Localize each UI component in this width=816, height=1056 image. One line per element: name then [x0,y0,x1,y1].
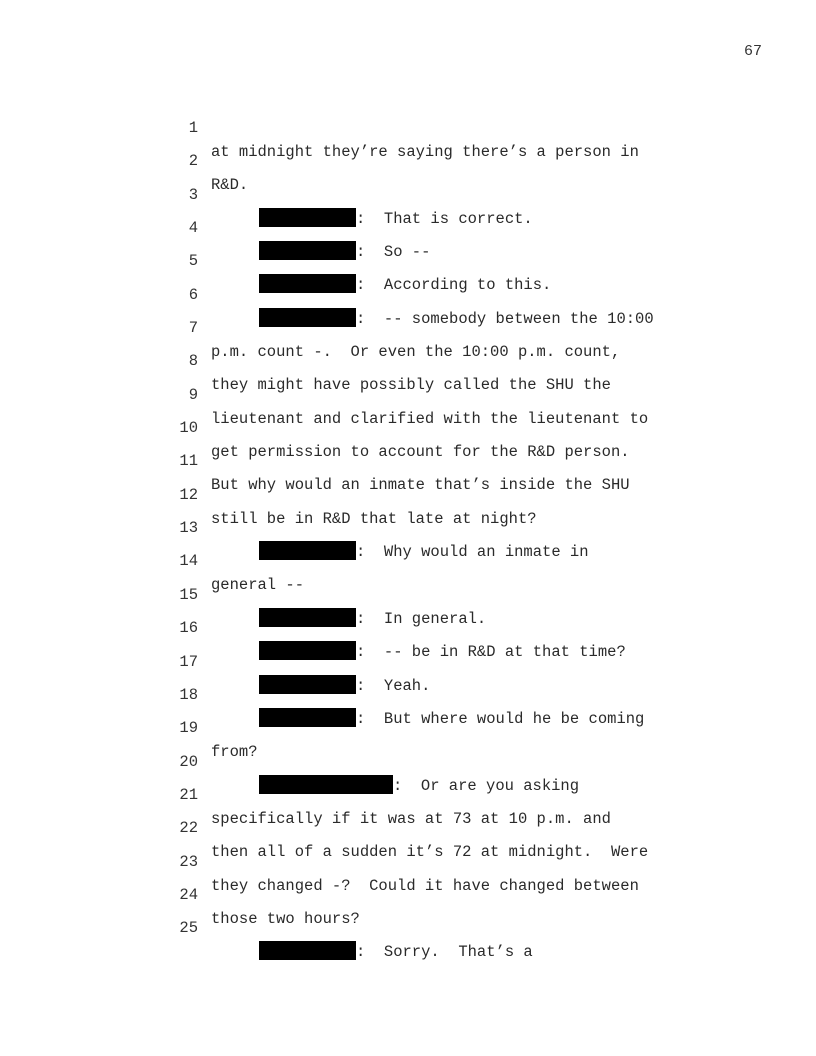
line-text: at midnight they’re saying there’s a person in [211,143,639,161]
line-number: 20 [179,752,198,771]
transcript-line [0,159,816,228]
line-number: 3 [188,185,198,204]
speaker-redaction [259,941,356,960]
transcript-line [0,192,816,262]
transcript-line [0,292,816,362]
line-number: 22 [179,819,198,838]
line-number: 4 [188,219,198,238]
line-number: 11 [179,452,198,471]
transcript-line [0,259,816,328]
line-number: 15 [179,585,198,604]
line-number: 7 [188,319,198,338]
speech-text: : But where would he be coming [356,709,645,728]
transcript-line [0,559,816,628]
transcript-line [0,359,816,428]
line-text: R&D. [211,176,249,195]
speech-text: : -- somebody between the 10:00 [356,309,654,328]
transcript-line [0,125,816,195]
line-number: 23 [179,852,198,871]
transcript-line [0,659,816,728]
transcript-line [0,892,816,962]
line-number: 25 [179,919,198,938]
speech-text: : In general. [356,609,487,628]
transcript-line [0,92,816,161]
speech-text: : Yeah. [356,676,431,695]
transcript-line [0,859,816,928]
transcript-line [0,325,816,395]
line-number: 14 [179,552,198,571]
transcript-body [0,92,816,962]
line-text: those two hours? [211,909,360,928]
speech-text: : Why would an inmate in [356,543,589,562]
line-text: lieutenant and clarified with the lieutenant to [211,409,649,428]
line-number: 10 [179,419,198,438]
line-text: from? [211,743,258,762]
line-number: 18 [179,685,198,704]
line-text: get permission to account for the R&D person. [211,443,630,462]
speech-text: : Or are you asking [393,776,580,795]
line-number: 5 [188,252,198,271]
line-number: 2 [188,152,198,171]
line-number: 17 [179,652,198,671]
line-text: p.m. count -. Or even the 10:00 p.m. count, [211,343,621,362]
line-number: 12 [179,485,198,504]
line-number: 9 [188,385,198,404]
transcript-line [0,225,816,295]
speech-text: : That is correct. [356,209,533,228]
line-number: 16 [179,619,198,638]
line-number: 19 [179,719,198,738]
line-text: general -- [211,576,305,595]
line-number: 6 [188,285,198,304]
line-number: 1 [188,119,198,137]
line-text: still be in R&D that late at night? [211,509,537,528]
line-number: 13 [179,519,198,538]
page-number: 67 [743,43,762,60]
line-text: then all of a sudden it’s 72 at midnight. Were [211,843,649,862]
speech-text: : -- be in R&D at that time? [356,643,626,662]
speech-text: : Sorry. That’s a [356,943,533,962]
transcript-line [0,459,816,528]
transcript-line [0,759,816,828]
speech-text: : According to this. [356,276,552,295]
line-text: But why would an inmate that’s inside the SHU [211,476,630,495]
speech-text: : So -- [356,243,431,262]
line-number: 8 [188,352,198,371]
line-text: specifically if it was at 73 at 10 p.m. and [211,809,611,828]
line-number: 24 [179,885,198,904]
line-text: they changed -? Could it have changed between [211,876,639,895]
speaker-turn [259,940,533,964]
line-text: they might have possibly called the SHU the [211,376,611,395]
line-number: 21 [179,785,198,804]
